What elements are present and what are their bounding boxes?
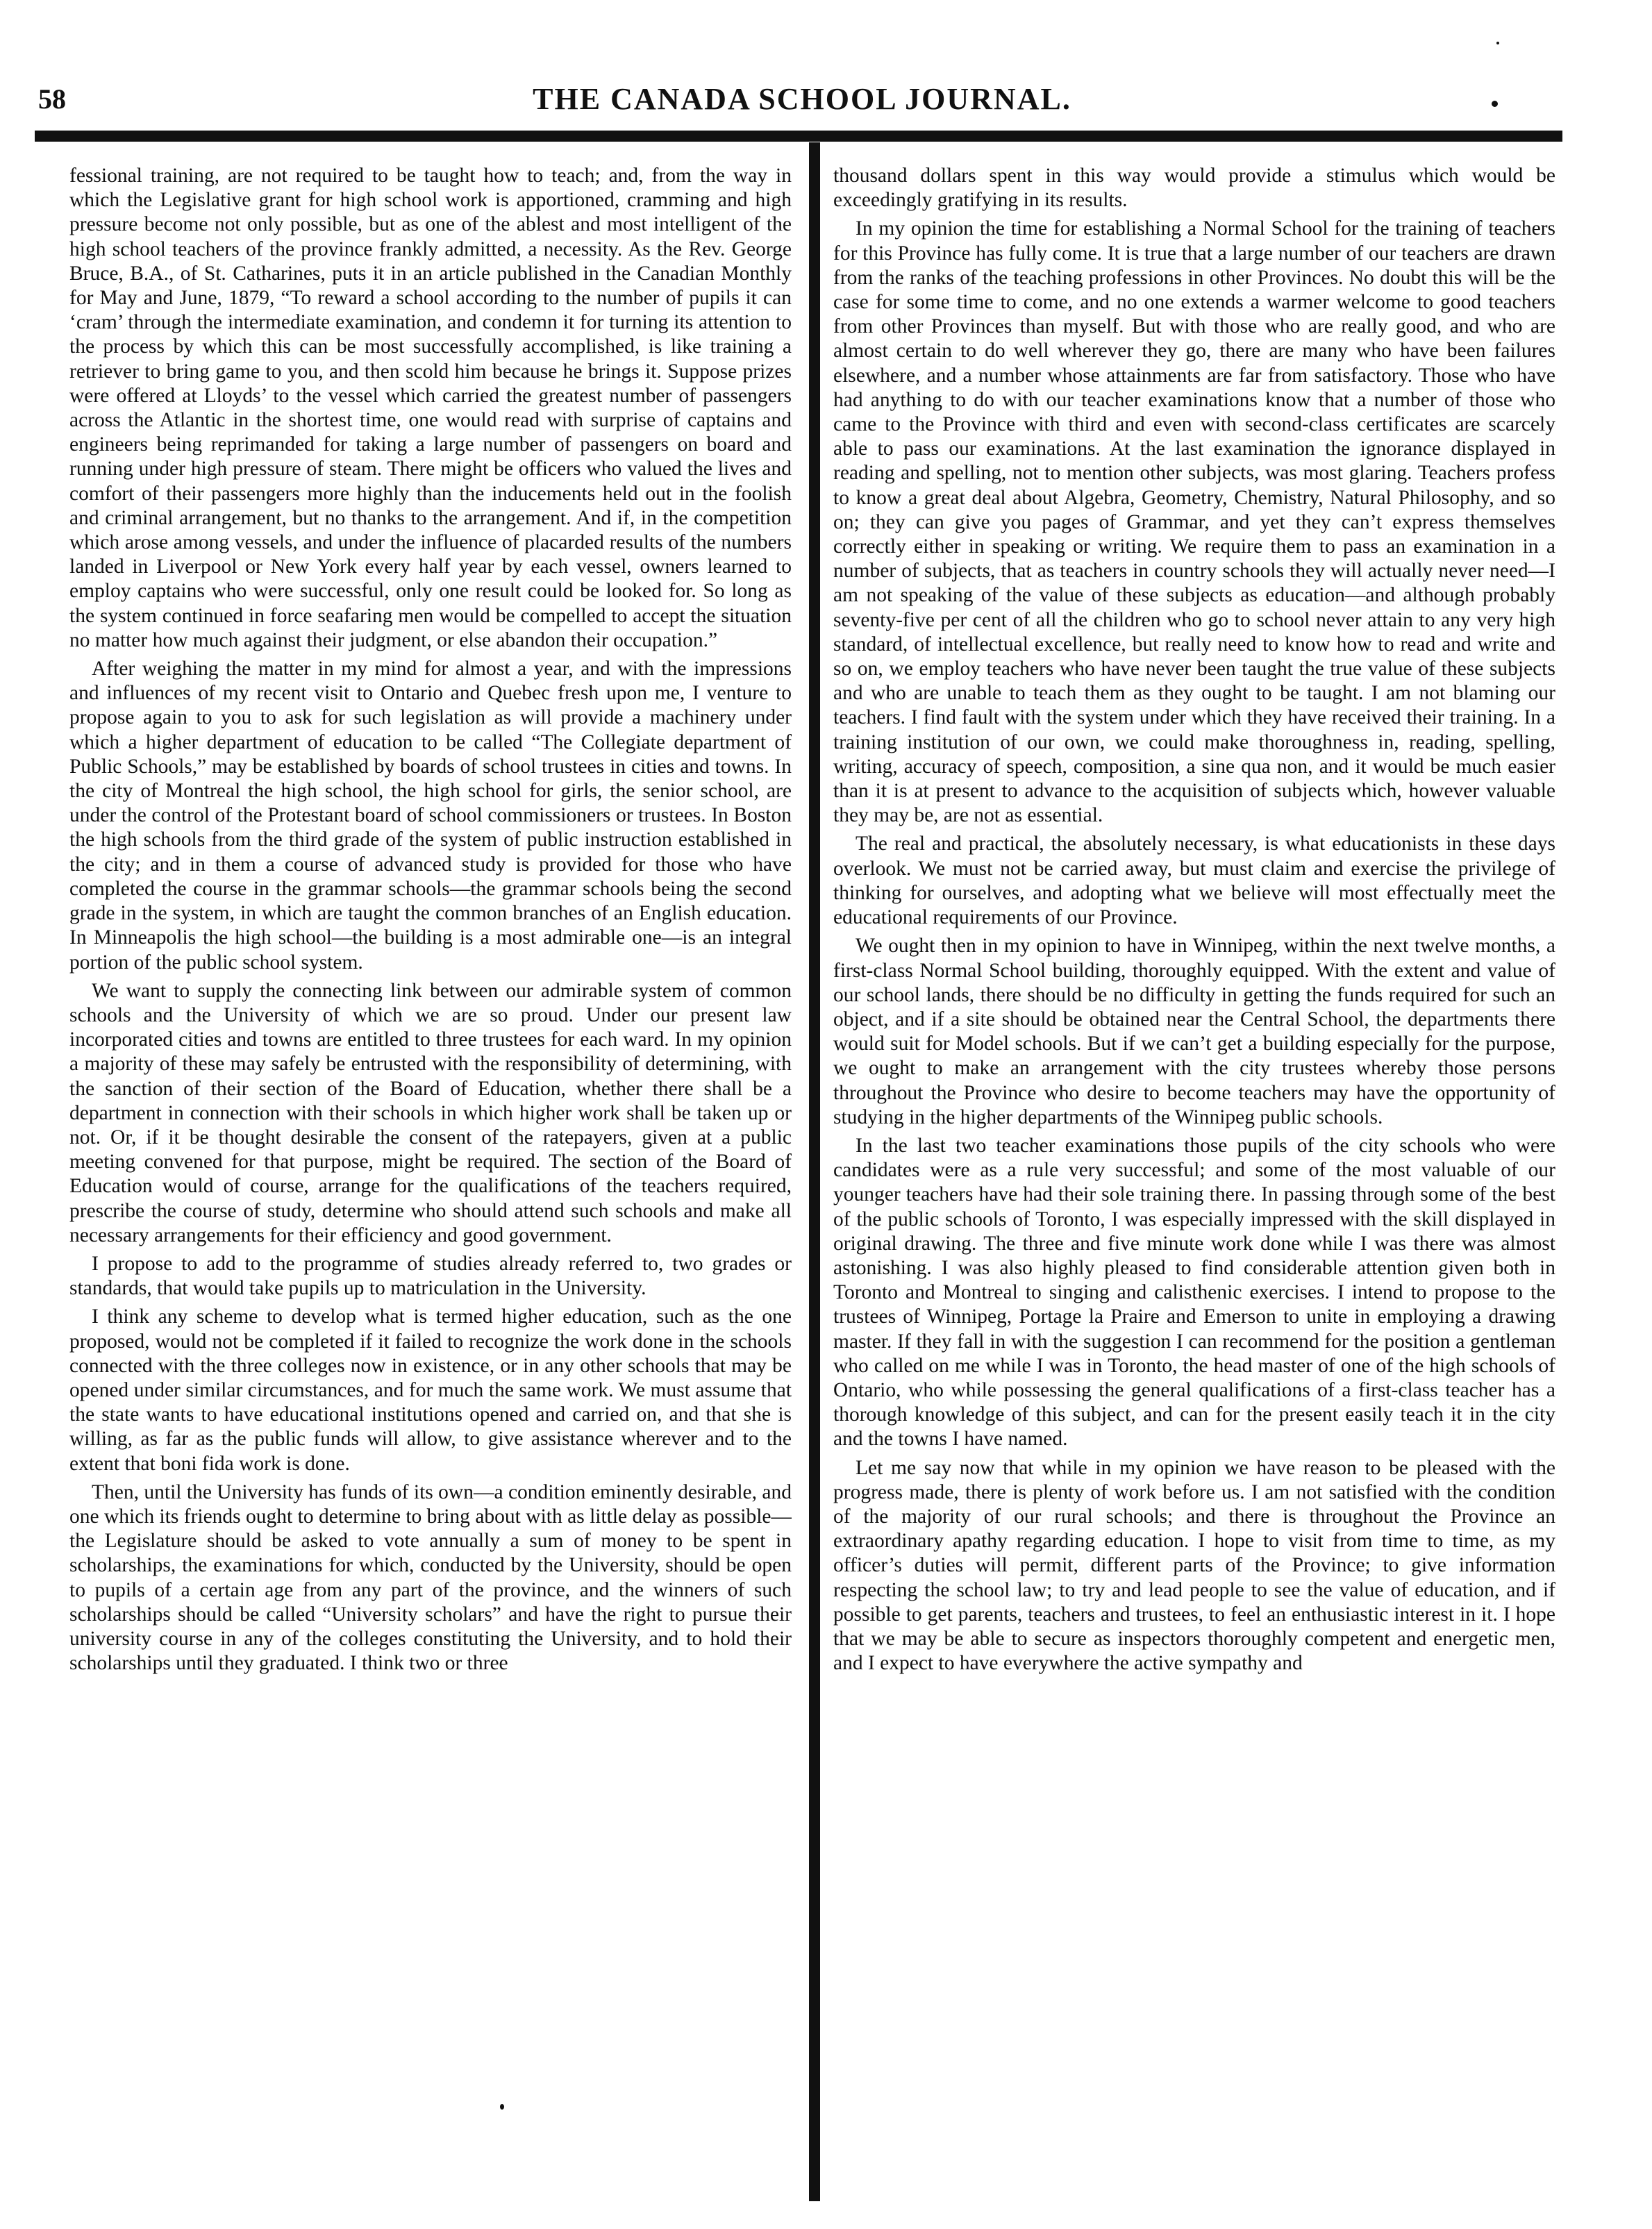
paragraph: thousand dollars spent in this way would provide a stimulus which would be exceedingly gratifying in its results. bbox=[833, 165, 1555, 212]
column-divider bbox=[809, 142, 820, 2201]
ink-speck bbox=[500, 2104, 504, 2110]
paragraph: In my opinion the time for establishing a Normal School for the training of teachers for this Province has fully come. It is true that a large number of our teachers are drawn from the ranks of the teaching professions in other Provinces. No doubt this will be the case for some time to come, and no one extends a warmer welcome to good teachers from other Provinces than myself. But with those who are really good, and who are almost certain to do well wherever they go, there are many who have been failures elsewhere, and a number whose attainments are far from satisfactory. Those who have had anything to do with our teacher examinations know that a number of those who came to the Province with third and even with second-class certificates are scarcely able to pass our examinations. At the last examination the ignorance displayed in reading and spelling, not to mention other subjects, was most glaring. Teachers profess to know a great deal about Algebra, Geometry, Chemistry, Natural Philosophy, and so on; they can give you pages of Grammar, and yet they can’t express themselves correctly either in speaking or writing. We require them to pass an examination in a number of subjects, that as teachers in country schools they will actually never need—I am not speaking of the value of these subjects as education—and although probably seventy-five per cent of all the children who go to school never attain to any very high standard, of intellectual excellence, but really need to know how to read and write and so on, we employ teachers who have never been taught the true value of these subjects and who are unable to teach them as they ought to be taught. I am not blaming our teachers. I find fault with the system under which they have received their training. In a training institution of our own, we could make thoroughness in, reading, spelling, writing, accuracy of speech, composition, a sine qua non, and it would be much easier than it is at present to advance to the acquisition of subjects which, however valuable they may be, are not as essential. bbox=[833, 217, 1555, 827]
right-column bbox=[833, 164, 1555, 2157]
paragraph: fessional training, are not required to be taught how to teach; and, from the way in which the Legislative grant for high school work is apportioned, cramming and high pressure become not only possible, but as one of the ablest and most intelligent of the high school teachers of the province frankly admitted, a necessity. As the Rev. George Bruce, B.A., of St. Catharines, puts it in an article published in the Canadian Monthly for May and June, 1879, “To reward a school according to the number of pupils it can ‘cram’ through the intermediate examination, and condemn it for turning its attention to the process by which this can be most successfully accomplished, is like training a retriever to bring game to you, and then scold him because he brings it. Suppose prizes were offered at Lloyds’ to the vessel which carried the greatest number of passengers across the Atlantic in the shortest time, one would read with surprise of captains and engineers being reprimanded for taking a large number of passengers on board and running under high pressure of steam. There might be officers who valued the lives and comfort of their passengers more highly than the inducements held out in the foolish and criminal arrangement, but no thanks to the arrangement. And if, in the competition which arose among vessels, and under the influence of placarded results of the numbers landed in Liverpool or New York every half year by each vessel, owners learned to employ captains who were successful, only one result could be looked for. So long as the system continued in force seafaring men would be compelled to accept the situation no matter how much against their judgment, or else abandon their occupation.” bbox=[69, 165, 792, 651]
paragraph: We want to supply the connecting link between our admirable system of common schools and the University of which we are so proud. Under our present law incorporated cities and towns are entitled to three trustees for each ward. In my opinion a majority of these may safely be entrusted with the responsibility of determining, with the sanction of their section of the Board of Education, whether there shall be a department in connection with their schools in which higher work shall be taken up or not. Or, if it be thought desirable the consent of the ratepayers, given at a public meeting convened for that purpose, might be required. The section of the Board of Education would of course, arrange for the qualifications of the teachers required, prescribe the course of study, determine who should attend such schools and make all necessary arrangements for their efficiency and good government. bbox=[69, 979, 792, 1246]
ink-speck bbox=[1492, 101, 1498, 107]
paragraph: I propose to add to the programme of studies already referred to, two grades or standards, that would take pupils up to matriculation in the University. bbox=[69, 1252, 792, 1300]
paragraph: The real and practical, the absolutely necessary, is what educationists in these days overlook. We must not be carried away, but must claim and exercise the privilege of thinking for ourselves, and adopting what we believe will most effectually meet the educational requirements of our Province. bbox=[833, 833, 1555, 929]
journal-title: THE CANADA SCHOOL JOURNAL. bbox=[533, 82, 1071, 116]
paragraph: I think any scheme to develop what is termed higher education, such as the one proposed, would not be completed if it failed to recognize the work done in the schools connected with the three colleges now in existence, or in any other schools that may be opened under similar circumstances, and for much the same work. We must assume that the state wants to have educational institutions opened and carried on, and that she is willing, as far as the public funds will allow, to give assistance wherever and to the extent that boni fida work is done. bbox=[69, 1305, 792, 1475]
paragraph: We ought then in my opinion to have in Winnipeg, within the next twelve months, a first-class Normal School building, thoroughly equipped. With the extent and value of our school lands, there should be no difficulty in getting the funds required for such an object, and if a site should be obtained near the Central School, the departments there would suit for Model schools. But if we can’t get a building especially for the purpose, we ought to make an arrangement with the city trustees whereby those persons throughout the Province who desire to become teachers may have the opportunity of studying in the higher departments of the Winnipeg public schools. bbox=[833, 935, 1555, 1128]
ink-speck bbox=[1496, 42, 1499, 44]
paragraph: In the last two teacher examinations those pupils of the city schools who were candidates were as a rule very successful; and some of the most valuable of our younger teachers have had their sole training there. In passing through some of the best of the public schools of Toronto, I was especially impressed with the skill displayed in original drawing. The three and five minute work done while I was there was almost astonishing. I was also highly pleased to find considerable attention given both in Toronto and Montreal to singing and calisthenic exercises. I intend to propose to the trustees of Winnipeg, Portage la Praire and Emerson to unite in employing a drawing master. If they fall in with the suggestion I can recommend for the position a gentleman who called on me while I was in Toronto, the head master of one of the high schools of Ontario, who while possessing the general qualifications of a first-class teacher has a thorough knowledge of this subject, and can for the present easily teach it in the city and the towns I have named. bbox=[833, 1134, 1555, 1451]
header-rule bbox=[35, 131, 1562, 142]
paragraph: Then, until the University has funds of its own—a condition eminently desirable, and one which its friends ought to determine to bring about with as little delay as possible—the Legislature should be asked to vote annually a sum of money to be spent in scholarships, the examinations for which, conducted by the University, should be open to pupils of a certain age from any part of the province, and the winners of such scholarships should be called “University scholars” and have the right to pursue their university course in any of the colleges constituting the University, and to hold their scholarships until they graduated. I think two or three bbox=[69, 1480, 792, 1675]
paragraph: After weighing the matter in my mind for almost a year, and with the impressions and influences of my recent visit to Ontario and Quebec fresh upon me, I venture to propose again to you to ask for such legislation as will provide a machinery under which a higher department of education to be called “The Collegiate department of Public Schools,” may be established by boards of school trustees in cities and towns. In the city of Montreal the high school, the high school for girls, the senior school, are under the control of the Protestant board of school commissioners or trustees. In Boston the high schools from the third grade of the system of public instruction established in the city; and in them a course of advanced study is provided for those who have completed the course in the grammar schools—the grammar schools being the second grade in the system, in which are taught the common branches of an English education. In Minneapolis the high school—the building is a most admirable one—is an integral portion of the public school system. bbox=[69, 658, 792, 974]
paragraph: Let me say now that while in my opinion we have reason to be pleased with the progress made, there is plenty of work before us. I am not satisfied with the condition of the majority of our rural schools; and there is throughout the Province an extraordinary apathy regarding education. I hope to visit from time to time, as my officer’s duties will permit, different parts of the Province; to give information respecting the school law; to try and lead people to see the value of education, and if possible to get parents, teachers and trustees, to feel an enthusiastic interest in it. I hope that we may be able to secure as inspectors thoroughly competent and energetic men, and I expect to have everywhere the active sympathy and bbox=[833, 1456, 1555, 1675]
page-number: 58 bbox=[38, 83, 66, 115]
left-column bbox=[69, 164, 792, 2157]
page-header bbox=[38, 75, 1566, 124]
